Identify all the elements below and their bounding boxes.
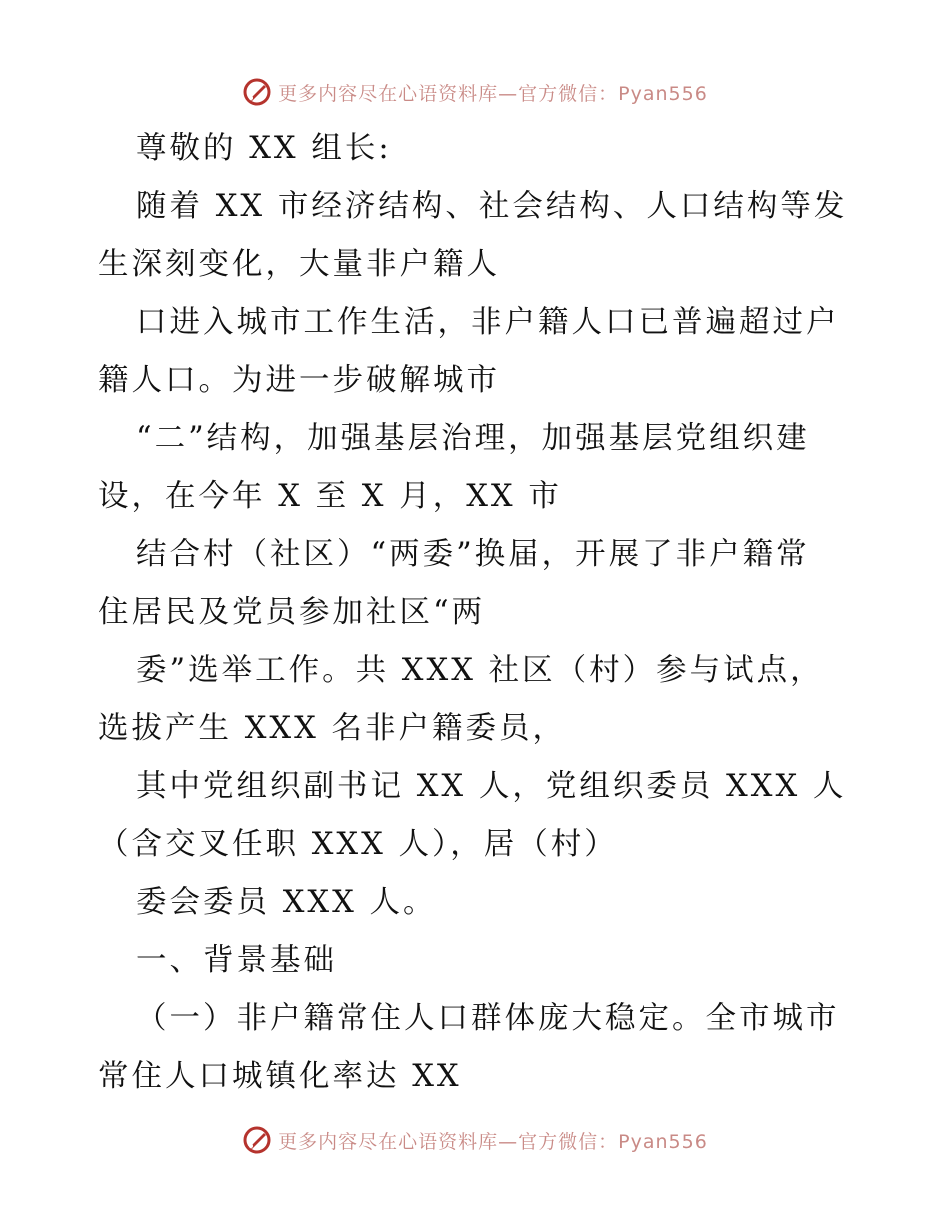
subsection-line: （一）非户籍常住人口群体庞大稳定。全市城市 xyxy=(136,1001,840,1036)
footer-banner xyxy=(0,1120,950,1160)
paragraph-line: 设，在今年 X 至 X 月，XX 市 xyxy=(98,479,562,514)
section-heading: 一、背景基础 xyxy=(136,943,337,978)
paragraph-line: 委”选举工作。共 XXX 社区（村）参与试点， xyxy=(136,653,824,688)
salutation: 尊敬的 XX 组长: xyxy=(136,131,392,166)
paragraph-line: 常住人口城镇化率达 XX xyxy=(98,1059,462,1094)
paragraph-line: （含交叉任职 XXX 人），居（村） xyxy=(98,827,618,862)
paragraph-line: 选拔产生 XXX 名非户籍委员， xyxy=(98,711,567,746)
paragraph-line: 结合村（社区）“两委”换届，开展了非户籍常 xyxy=(136,537,810,572)
paragraph-line: 委会委员 XXX 人。 xyxy=(136,885,437,920)
document-body xyxy=(98,120,858,1106)
paragraph-line: “二”结构，加强基层治理，加强基层党组织建 xyxy=(136,421,810,456)
paragraph-line: 住居民及党员参加社区“两 xyxy=(98,595,486,630)
paragraph-line: 口进入城市工作生活，非户籍人口已普遍超过户 xyxy=(136,305,840,340)
paragraph-line: 籍人口。为进一步破解城市 xyxy=(98,363,500,398)
banner-text: 更多内容尽在心语资料库—官方微信：Pyan556 xyxy=(278,1130,708,1153)
paragraph-line: 其中党组织副书记 XX 人，党组织委员 XXX 人 xyxy=(136,769,847,804)
banner-text: 更多内容尽在心语资料库—官方微信：Pyan556 xyxy=(278,82,708,105)
header-banner xyxy=(0,72,950,112)
pen-logo-icon xyxy=(242,77,272,107)
pen-logo-icon xyxy=(242,1125,272,1155)
paragraph-line: 生深刻变化，大量非户籍人 xyxy=(98,247,500,282)
paragraph-line: 随着 XX 市经济结构、社会结构、人口结构等发 xyxy=(136,189,848,224)
